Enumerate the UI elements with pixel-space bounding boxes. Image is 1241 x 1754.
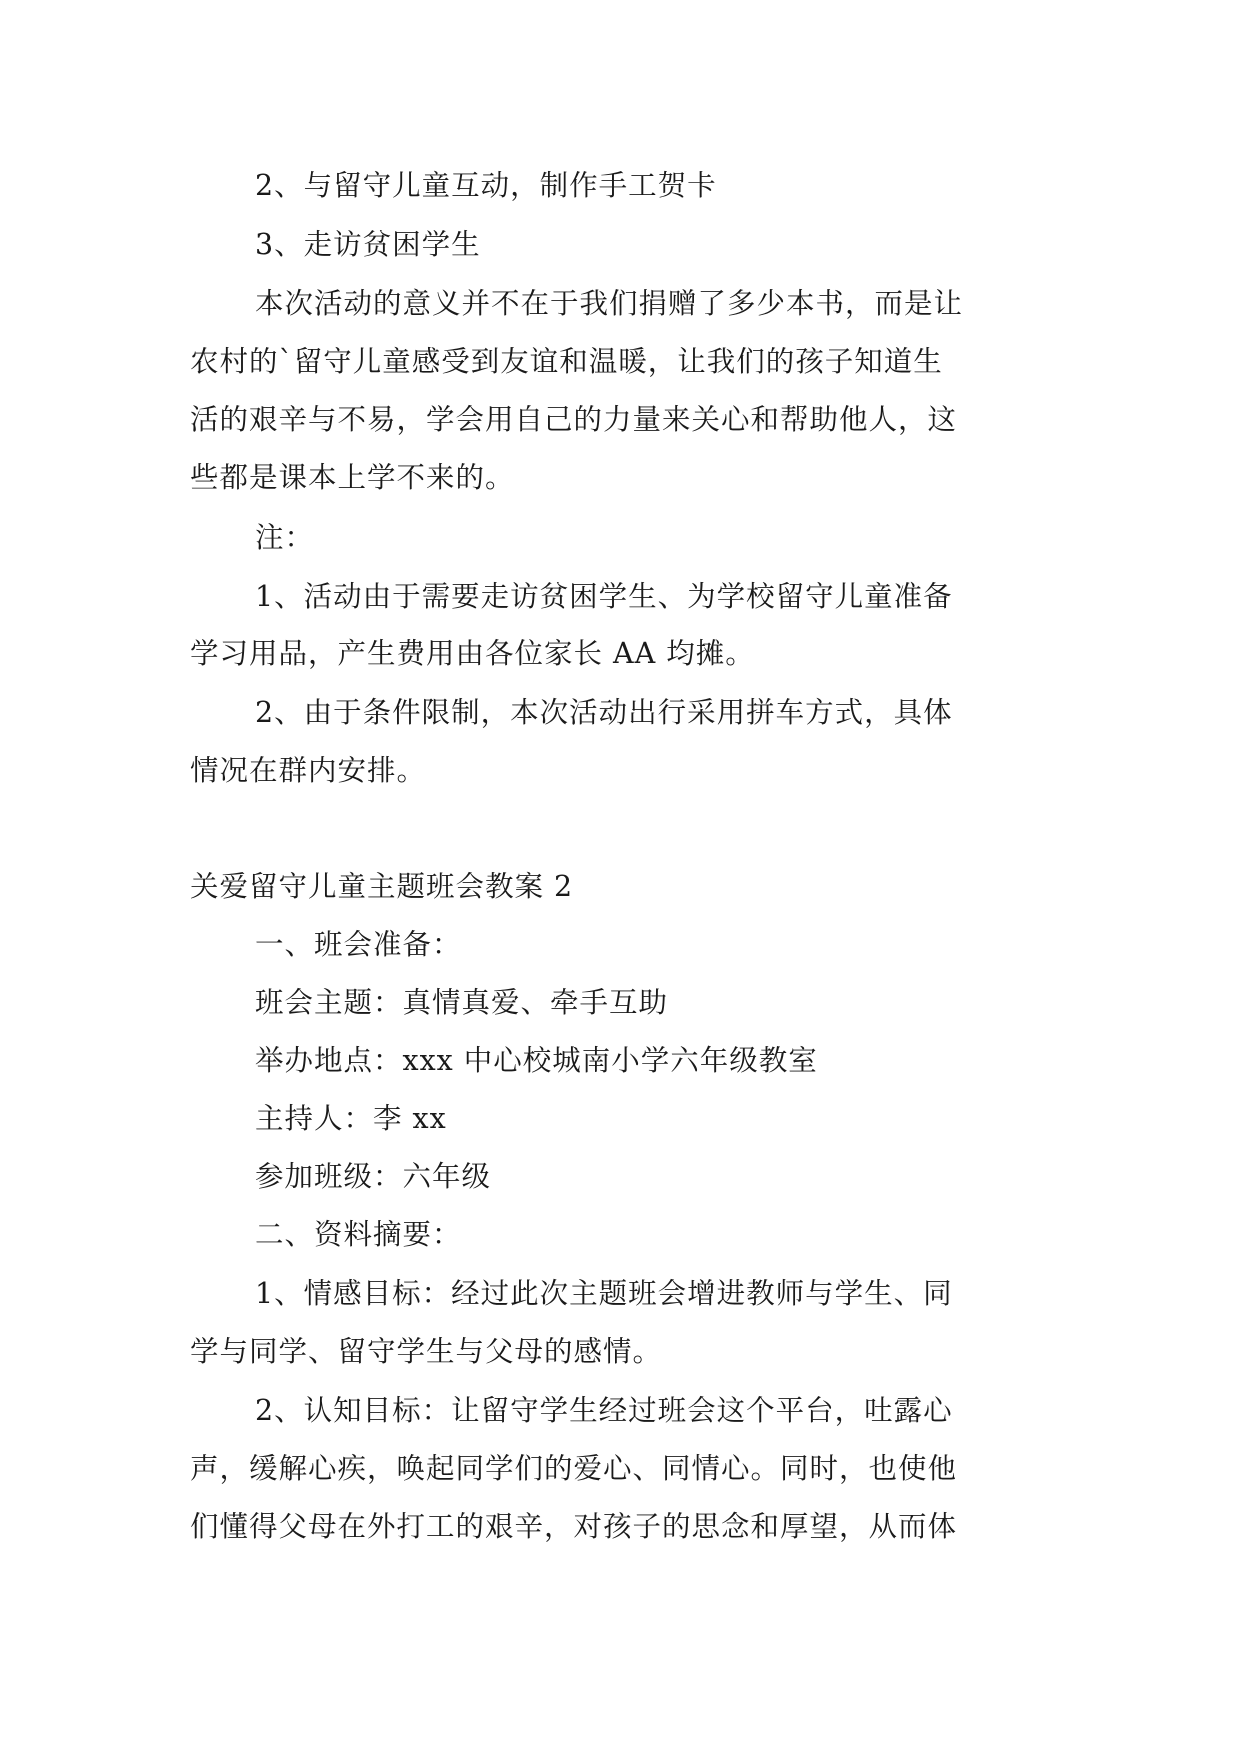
note-heading: 注： (255, 521, 315, 554)
participating-class: 参加班级：六年级 (255, 1160, 492, 1193)
class-theme: 班会主题：真情真爱、牵手互助 (255, 986, 669, 1019)
paragraph-line: 农村的`留守儿童感受到友谊和温暖，让我们的孩子知道生 (190, 345, 943, 378)
paragraph-line: 些都是课本上学不来的。 (190, 461, 515, 494)
note-item-1: 1、活动由于需要走访贫困学生、为学校留守儿童准备 (255, 580, 953, 613)
heading-summary: 二、资料摘要： (255, 1218, 462, 1251)
paragraph-line: 活的艰辛与不易，学会用自己的力量来关心和帮助他人，这 (190, 403, 958, 436)
section-title: 关爱留守儿童主题班会教案 2 (190, 870, 574, 903)
goal-cognition-cont: 们懂得父母在外打工的艰辛，对孩子的思念和厚望，从而体 (190, 1510, 958, 1543)
paragraph-line: 本次活动的意义并不在于我们捐赠了多少本书，而是让 (255, 287, 964, 320)
list-item-2: 2、与留守儿童互动，制作手工贺卡 (255, 169, 717, 202)
heading-class-prep: 一、班会准备： (255, 928, 462, 961)
host: 主持人：李 xx (255, 1102, 447, 1135)
goal-cognition-cont: 声，缓解心疾，唤起同学们的爱心、同情心。同时，也使他 (190, 1452, 958, 1485)
note-item-1-cont: 学习用品，产生费用由各位家长 AA 均摊。 (190, 637, 755, 670)
goal-cognition: 2、认知目标：让留守学生经过班会这个平台，吐露心 (255, 1394, 953, 1427)
note-item-2: 2、由于条件限制，本次活动出行采用拼车方式，具体 (255, 696, 953, 729)
list-item-3: 3、走访贫困学生 (255, 228, 481, 261)
note-item-2-cont: 情况在群内安排。 (190, 754, 427, 787)
goal-emotion-cont: 学与同学、留守学生与父母的感情。 (190, 1335, 663, 1368)
venue: 举办地点：xxx 中心校城南小学六年级教室 (255, 1044, 818, 1077)
goal-emotion: 1、情感目标：经过此次主题班会增进教师与学生、同 (255, 1277, 953, 1310)
